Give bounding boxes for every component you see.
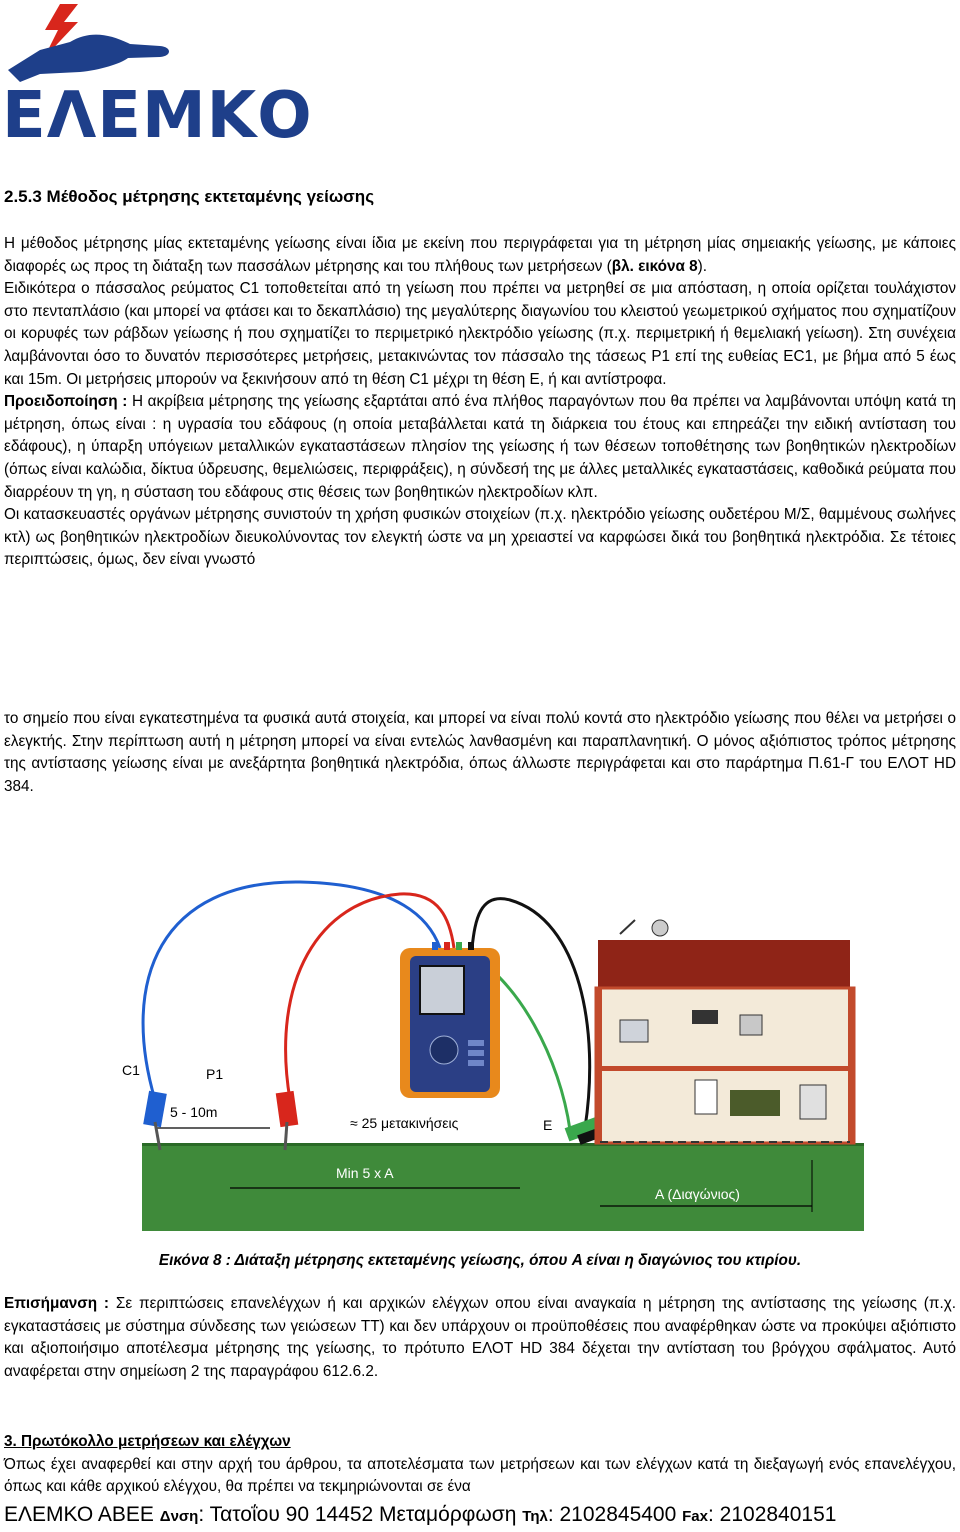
warning-label: Προειδοποίηση : [4, 393, 128, 411]
house-icon [596, 920, 854, 1143]
intro-text: Η μέθοδος μέτρησης μίας εκτεταμένης γείωσης είναι ίδια με εκείνη που περιγράφεται για τη μέτρηση μίας σημειακής γείωσης, με κάποιες διαφορές ως προς τη διάταξη των πασσάλων μέτρησης και του πλήθους των μετρήσεων ( [4, 235, 956, 275]
lightning-hand-icon [0, 0, 200, 90]
label-diagonal: A (Διαγώνιος) [655, 1186, 740, 1202]
section-3-text: Όπως έχει αναφερθεί και στην αρχή του άρθρου, τα αποτελέσματα των μετρήσεων και των ελέγχων κατά τη διεξαγωγή ενός επανελέγχου, όπως και κάθε αρχικού ελέγχου, θα πρέπει να τεκμηριώνονται σε ένα [4, 1455, 956, 1496]
footer-tel-label: Τηλ [522, 1508, 548, 1525]
measurement-diagram [100, 860, 880, 1240]
label-c1: C1 [122, 1062, 140, 1078]
paragraph-block-2: το σημείο που είναι εγκατεστημένα τα φυσικά αυτά στοιχεία, και μπορεί να είναι πολύ κοντά στο ηλεκτρόδιο γείωσης που θέλει να μετρήσει ο ελεγκτής. Στην περίπτωση αυτή η μέτρηση μπορεί να είναι εντελώς λανθασμένη και παραπλανητική. Ο μόνος αξιόπιστος τρόπος μέτρησης της αντίστασης γείωσης είναι με ανεξάρτητα βοηθητικά ηλεκτρόδια, όπως άλλωστε περιγράφεται και στο παράρτημα Π.61-Γ του ΕΛΟΤ HD 384. [4, 710, 956, 795]
logo-wordmark: ΕΛΕΜΚΟ [2, 79, 313, 153]
figure-caption: Εικόνα 8 : Διάταξη μέτρησης εκτεταμένης γείωσης, όπου A είναι η διαγώνιος του κτιρίου. [158, 1252, 802, 1269]
footer-fax-label: Fax [682, 1508, 708, 1525]
note-text: Σε περιπτώσεις επανελέγχων ή και αρχικών ελέγχων οπου είναι αναγκαία η μέτρηση της αντίστασης της γείωσης (π.χ. εγκαταστάσεις με σύστημα σύνδεσης των γειώσεων TT) και δεν υπάρχουν οι προϋποθέσεις που αναφέρθηκαν ώστε να προκύψει αξιόπιστο και αξιοποιήσιμο αποτέλεσμα μέτρησης της γείωσης, το πρότυπο ΕΛΟΤ HD 384 δέχεται την αντίσταση του βρόγχου σφάλματος. Αυτό αναφέρεται στην σημείωση 2 της παραγράφου 612.6.2. [4, 1295, 956, 1380]
figure-reference: βλ. εικόνα 8 [611, 257, 698, 275]
footer-fax: : 2102840151 [707, 1503, 837, 1526]
footer-address: : Τατοΐου 90 14452 Μεταμόρφωση [198, 1503, 523, 1526]
c1-clamp-icon [143, 1091, 167, 1150]
earth-tester-icon [400, 942, 500, 1098]
footer-tel: : 2102845400 [547, 1503, 683, 1526]
section-heading: 2.5.3 Μέθοδος μέτρησης εκτεταμένης γείωσης [4, 187, 375, 206]
warning-text: Η ακρίβεια μέτρησης της γείωσης εξαρτάται από ένα πλήθος παραγόντων που θα πρέπει να λαμβάνονται υπόψη κατά τη μέτρηση, όπως είναι : η υγρασία του εδάφους (η οποία μεταβάλλεται κατά τη διάρκεια του έτους και επηρεάζει την ειδική αντίσταση του εδάφους), η ύπαρξη υπόγειων μεταλλικών εγκαταστάσεων πλησίον της γείωσης ή των θέσεων τοποθέτησης των βοηθητικών ηλεκτροδίων (όπως είναι καλώδια, δίκτυα ύδρευσης, θεμελιώσεις, περιφράξεις), η σύνδεσή της με άλλες μεταλλικές εγκαταστάσεις, καθοδικά ρεύματα που διαρρέουν τη γη, η σύσταση του εδάφους στις θέσεις των βοηθητικών ηλεκτροδίων κλπ. [4, 393, 956, 501]
note-paragraph [4, 1293, 956, 1383]
section-3 [4, 1431, 956, 1499]
page-footer [4, 1502, 836, 1527]
p1-clamp-icon [276, 1091, 299, 1150]
note-label: Επισήμανση : [4, 1295, 110, 1312]
paragraph-block-1 [4, 233, 956, 572]
details-text: Ειδικότερα ο πάσσαλος ρεύματος C1 τοποθετείται από τη γείωση που πρέπει να μετρηθεί σε μια απόσταση, η οποία ορίζεται τουλάχιστον στο πενταπλάσιο (και μπορεί να φτάσει και το δεκαπλάσιο) της μεγαλύτερης διαγωνίου του κλειστού γεωμετρικού σχήματος που σχηματίζουν οι κορυφές των ράβδων γείωσης ή που σχηματίζει το περιμετρικό ηλεκτρόδιο γείωσης (π.χ. περιμετρική ή θεμελιακή γείωση). Στη συνέχεια λαμβάνονται όσο το δυνατόν περισσότερες μετρήσεις, μετακινώντας τον πάσσαλο της τάσεως P1 επί της ευθείας EC1, με βήμα από 5 έως και 15m. Οι μετρήσεις μπορούν να ξεκινήσουν από τη θέση C1 μέχρι τη θέση E, ή και αντίστροφα. [4, 280, 956, 388]
company-logo [0, 0, 340, 153]
footer-address-label: Δνση [159, 1508, 199, 1525]
label-e: E [543, 1117, 553, 1133]
intro-text-end: ). [697, 257, 708, 275]
label-min: Min 5 x A [336, 1165, 394, 1181]
manufacturers-text: Οι κατασκευαστές οργάνων μέτρησης συνιστούν τη χρήση φυσικών στοιχείων (π.χ. ηλεκτρόδιο γείωσης ουδετέρου Μ/Σ, θαμμένους σωλήνες κτλ) ως βοηθητικών ηλεκτροδίων διευκολύνοντας τον ελεγκτή ώστε να μη χρειαστεί να καρφώσει δικά του βοηθητικά ηλεκτρόδια. Σε τέτοιες περιπτώσεις, όμως, δεν είναι γνωστό [4, 506, 956, 569]
label-p1: P1 [206, 1066, 224, 1082]
footer-company: ΕΛΕΜΚΟ ΑΒΕΕ [4, 1503, 160, 1526]
diagram-svg [100, 860, 880, 1240]
label-moves: ≈ 25 μετακινήσεις [350, 1115, 459, 1131]
label-step: 5 - 10m [170, 1104, 218, 1120]
section-3-title: 3. Πρωτόκολλο μετρήσεων και ελέγχων [4, 1433, 291, 1450]
